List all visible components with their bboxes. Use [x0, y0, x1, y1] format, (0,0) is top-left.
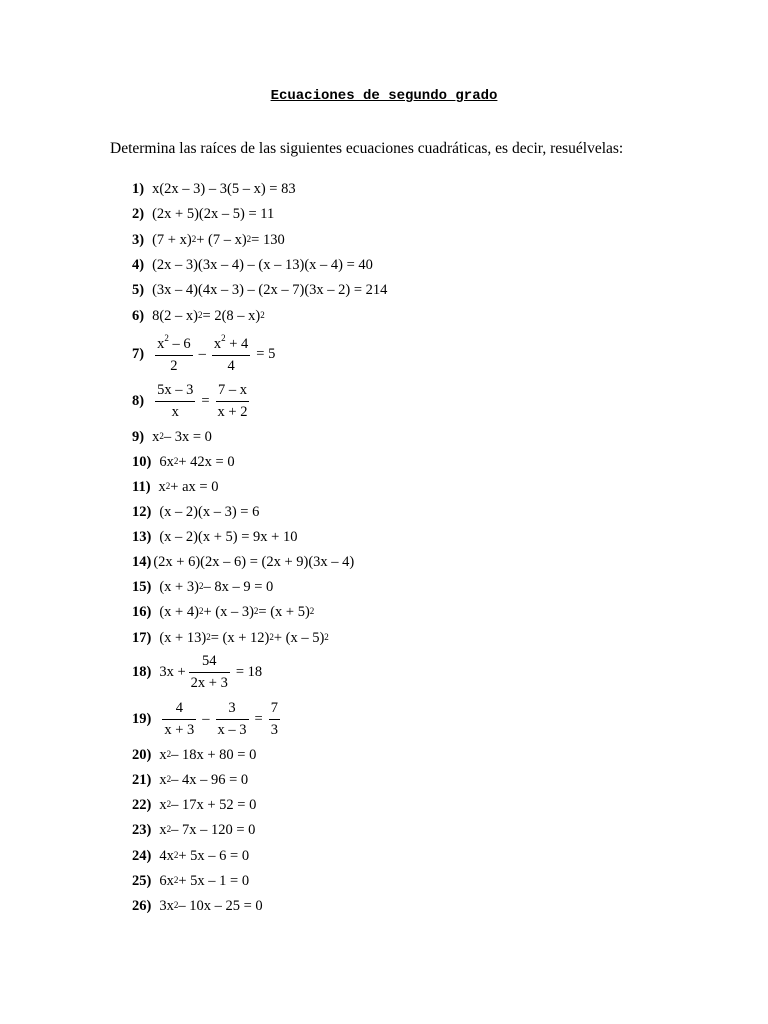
- exercise-number: 14): [132, 553, 152, 570]
- exercise-number: 22): [132, 796, 152, 813]
- page-title: Ecuaciones de segundo grado: [270, 88, 498, 104]
- exercise-number: 21): [132, 771, 152, 788]
- exercise-item: [132, 700, 283, 738]
- exercise-number: 10): [132, 453, 152, 470]
- exercise-item: [132, 848, 249, 865]
- exercise-item: [132, 898, 263, 915]
- exercise-number: 1): [132, 180, 145, 197]
- exercise-item: [132, 873, 249, 890]
- exercise-item: [132, 454, 235, 471]
- equation: (7 + x) $^2$ + (7 – x) $^2$ = 130: [152, 231, 285, 248]
- exercise-item: [132, 504, 259, 521]
- exercise-item: [132, 479, 218, 496]
- exercise-item: [132, 630, 329, 647]
- equation: 3x + $\frac{54}{2x + 3}$ = 18: [159, 653, 263, 691]
- equation: x $^2$ – 18x + 80 = 0: [159, 746, 257, 763]
- equation: x $^2$ + ax = 0: [158, 478, 219, 495]
- equation: x $^2$ – 17x + 52 = 0: [159, 796, 257, 813]
- equation: 6x $^2$ + 5x – 1 = 0: [159, 872, 250, 889]
- exercise-item: [132, 232, 285, 249]
- exercise-number: 19): [132, 710, 152, 727]
- equation: $\frac{4}{x + 3}$ – $\frac{3}{x - 3}$ = $\frac{7}{3}$: [164, 700, 278, 738]
- equation: $\frac{5x - 3}{x}$ = $\frac{7 - x}{x + 2}$: [157, 382, 248, 420]
- equation: x(2x – 3) – 3(5 – x) = 83: [152, 180, 296, 197]
- exercise-item: [132, 653, 265, 691]
- equation: 3x $^2$ – 10x – 25 = 0: [159, 897, 263, 914]
- equation: (3x – 4)(4x – 3) – (2x – 7)(3x – 2) = 214: [152, 281, 388, 298]
- exercise-number: 26): [132, 897, 152, 914]
- exercise-number: 23): [132, 821, 152, 838]
- exercise-item: [132, 181, 296, 198]
- equation: (x + 3) $^2$ – 8x – 9 = 0: [159, 578, 274, 595]
- exercise-number: 8): [132, 392, 145, 409]
- exercise-item: [132, 772, 248, 789]
- exercise-item: [132, 579, 273, 596]
- equation: x $^2$ – 7x – 120 = 0: [159, 821, 256, 838]
- exercise-number: 7): [132, 345, 145, 362]
- exercise-number: 5): [132, 281, 145, 298]
- equation: 8(2 – x) $^2$ = 2(8 – x) $^2$: [152, 307, 265, 324]
- exercise-number: 18): [132, 663, 152, 680]
- equation: 4x $^2$ + 5x – 6 = 0: [159, 847, 250, 864]
- equation: (x + 13) $^2$ = (x + 12) $^2$ + (x – 5) $^2$: [159, 629, 329, 646]
- equation: $\frac{x^2 - 6}{2}$ – $\frac{x^2 + 4}{4}$ = 5: [157, 333, 276, 374]
- equation: (x – 2)(x – 3) = 6: [159, 503, 260, 520]
- equation: (2x – 3)(3x – 4) – (x – 13)(x – 4) = 40: [152, 256, 373, 273]
- exercise-number: 2): [132, 205, 145, 222]
- exercise-item: [132, 308, 265, 325]
- exercise-item: [132, 797, 256, 814]
- equation: (2x + 6)(2x – 6) = (2x + 9)(3x – 4): [153, 553, 355, 570]
- equation: x $^2$ – 4x – 96 = 0: [159, 771, 249, 788]
- exercise-number: 6): [132, 307, 145, 324]
- exercise-item: [132, 529, 297, 546]
- equation: (x + 4) $^2$ + (x – 3) $^2$ = (x + 5) $^2$: [159, 603, 315, 620]
- exercise-item: [132, 747, 256, 764]
- exercise-item: [132, 554, 354, 571]
- exercise-item: [132, 429, 212, 446]
- exercise-number: 9): [132, 428, 145, 445]
- exercise-number: 12): [132, 503, 152, 520]
- exercise-item: [132, 604, 314, 621]
- exercise-item: [132, 382, 252, 420]
- instructions: Determina las raíces de las siguientes ecuaciones cuadráticas, es decir, resuélvelas:: [110, 140, 624, 157]
- equation: (x – 2)(x + 5) = 9x + 10: [159, 528, 298, 545]
- equation: 6x $^2$ + 42x = 0: [159, 453, 235, 470]
- exercise-number: 24): [132, 847, 152, 864]
- exercise-number: 11): [132, 478, 151, 495]
- exercise-number: 13): [132, 528, 152, 545]
- exercise-item: [132, 282, 387, 299]
- exercise-number: 25): [132, 872, 152, 889]
- exercise-number: 20): [132, 746, 152, 763]
- exercise-item: [132, 334, 278, 374]
- exercise-item: [132, 822, 255, 839]
- exercise-number: 4): [132, 256, 145, 273]
- exercise-number: 17): [132, 629, 152, 646]
- equation: x $^2$ – 3x = 0: [152, 428, 212, 445]
- equation: (2x + 5)(2x – 5) = 11: [152, 205, 275, 222]
- exercise-item: [132, 257, 373, 274]
- exercise-number: 15): [132, 578, 152, 595]
- exercise-number: 16): [132, 603, 152, 620]
- exercise-item: [132, 206, 274, 223]
- exercise-number: 3): [132, 231, 145, 248]
